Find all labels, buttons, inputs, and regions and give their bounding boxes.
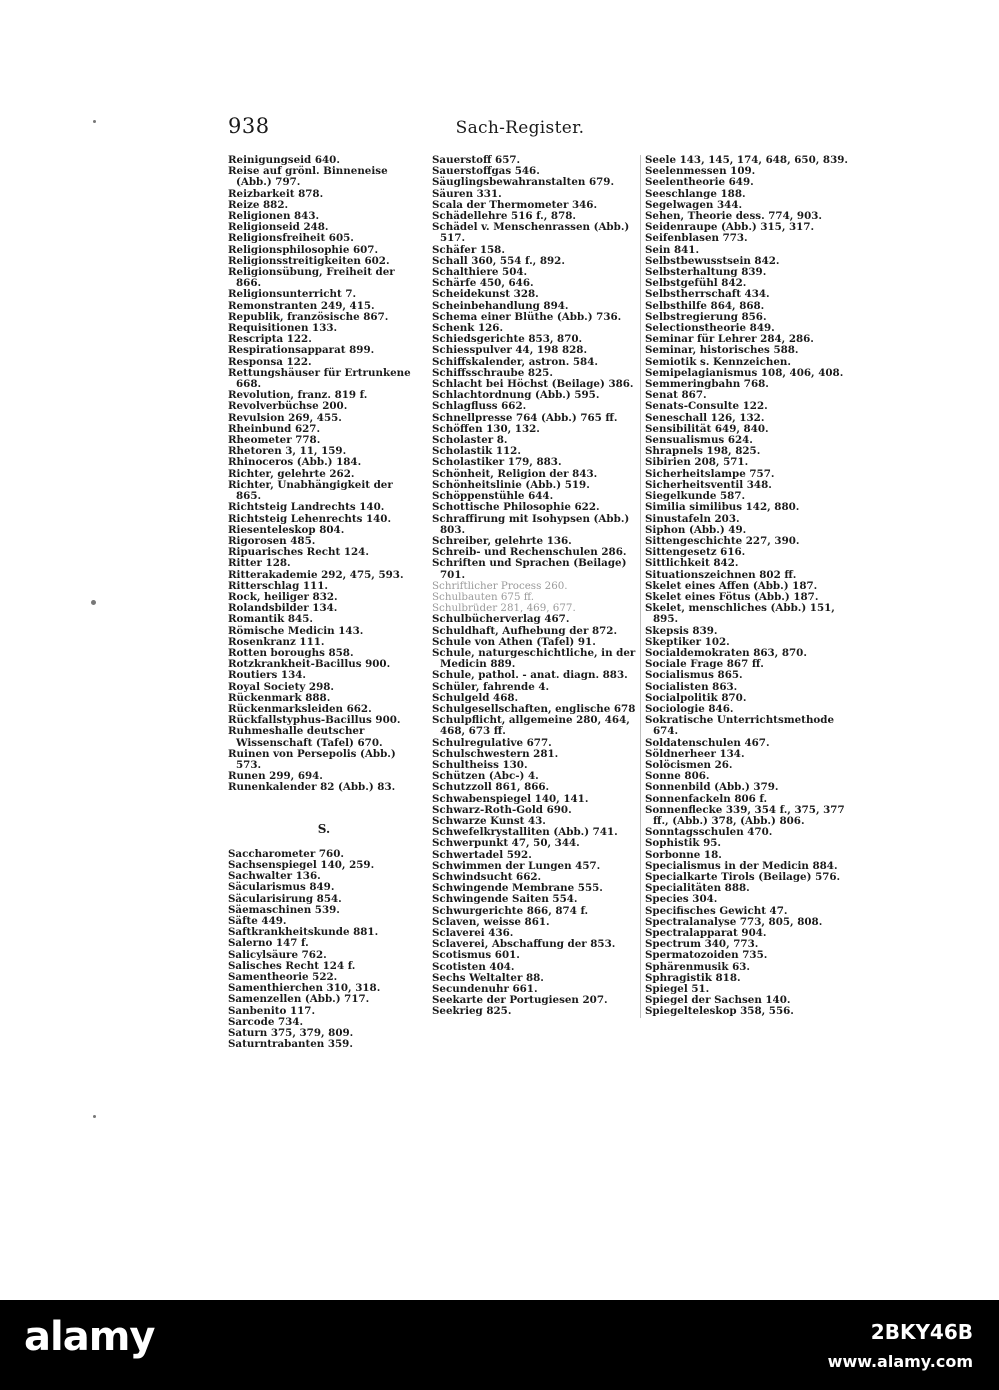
index-entry: Sclaverei, Abschaffung der 853. <box>432 938 616 951</box>
index-entry: Salicylsäure 762. <box>228 948 327 961</box>
index-entry: Samenzellen (Abb.) 717. <box>228 993 370 1006</box>
index-entry: Säemaschinen 539. <box>228 903 340 916</box>
index-entry: Schulbrüder 281, 469, 677. <box>432 602 576 615</box>
index-entry: Segelwagen 344. <box>645 198 743 211</box>
index-entry: Seekrieg 825. <box>432 1005 512 1018</box>
index-entry: Similia similibus 142, 880. <box>645 501 800 514</box>
index-entry: Royal Society 298. <box>228 680 335 693</box>
index-entry: Seele 143, 145, 174, 648, 650, 839. <box>645 154 848 166</box>
index-entry: Schiffskalender, astron. 584. <box>432 355 598 368</box>
index-entry: Schwertadel 592. <box>432 848 532 861</box>
index-entry: Religionsphilosophie 607. <box>228 243 379 256</box>
index-entry: Salerno 147 f. <box>228 937 309 950</box>
index-entry: Socialpolitik 870. <box>645 691 747 704</box>
index-entry: Richter, Unabhängigkeit der 865. <box>228 478 393 503</box>
index-entry: Schule, pathol. - anat. diagn. 883. <box>432 669 628 682</box>
index-entry: Specialkarte Tirols (Beilage) 576. <box>645 871 841 883</box>
site-url: www.alamy.com <box>827 1352 973 1371</box>
index-entry: Schönheitslinie (Abb.) 519. <box>432 478 590 491</box>
index-entry: Schulgeld 468. <box>432 691 519 704</box>
index-entry: Skelet eines Fötus (Abb.) 187. <box>645 590 819 603</box>
index-entry: Schützen (Abc-) 4. <box>432 770 539 783</box>
index-entry: Schwabenspiegel 140, 141. <box>432 792 589 805</box>
index-entry: Semipelagianismus 108, 406, 408. <box>645 366 844 379</box>
index-entry: Säfte 449. <box>228 915 287 927</box>
index-entry: Situationszeichnen 802 ff. <box>645 568 797 581</box>
index-entry: Seneschall 126, 132. <box>645 411 765 424</box>
index-entry: Schädellehre 516 f., 878. <box>432 210 577 223</box>
index-entry: Seeschlange 188. <box>645 187 746 200</box>
index-entry: Selbstregierung 856. <box>645 310 767 323</box>
index-entry: Responsa 122. <box>228 355 312 368</box>
index-entry: Schriftlicher Process 260. <box>432 579 568 592</box>
watermark-banner <box>0 1300 999 1390</box>
index-entry: Schwimmen der Lungen 457. <box>432 859 601 872</box>
index-entry: Rettungshäuser für Ertrunkene 668. <box>228 366 411 391</box>
index-entry: Sarcode 734. <box>228 1015 304 1028</box>
index-entry: Skeptiker 102. <box>645 635 730 648</box>
index-entry: Schnellpresse 764 (Abb.) 765 ff. <box>432 411 618 424</box>
index-entry: Salisches Recht 124 f. <box>228 959 356 972</box>
index-entry: Rigorosen 485. <box>228 534 316 547</box>
index-entry: Schottische Philosophie 622. <box>432 501 600 514</box>
index-entry: Schriften und Sprachen (Beilage) 701. <box>432 557 627 581</box>
index-entry: Rückenmark 888. <box>228 691 331 704</box>
index-entry: Römische Medicin 143. <box>228 624 364 637</box>
index-entry: Schall 360, 554 f., 892. <box>432 254 565 267</box>
entry-list <box>228 849 420 1051</box>
index-entry: Rotten boroughs 858. <box>228 646 354 659</box>
entry-list <box>645 155 859 1018</box>
index-entry: Schreib- und Rechenschulen 286. <box>432 546 627 559</box>
index-entry: Sensualismus 624. <box>645 434 753 447</box>
index-entry: Selbsthilfe 864, 868. <box>645 299 765 312</box>
index-entry: Socialdemokraten 863, 870. <box>645 646 807 659</box>
index-entry: Revolution, franz. 819 f. <box>228 389 368 402</box>
index-entry: Säcularisirung 854. <box>228 892 342 905</box>
index-entry: Saccharometer 760. <box>228 847 344 860</box>
index-entry: Runen 299, 694. <box>228 770 323 783</box>
index-entry: Saturntrabanten 359. <box>228 1038 353 1051</box>
index-entry: Semiotik s. Kennzeichen. <box>645 355 791 368</box>
page-title: Sach-Register. <box>455 118 585 138</box>
index-entry: Scholastik 112. <box>432 445 521 458</box>
index-entry: Spectralanalyse 773, 805, 808. <box>645 915 823 928</box>
index-entry: Runenkalender 82 (Abb.) 83. <box>228 781 396 794</box>
index-entry: Schalthiere 504. <box>432 266 528 279</box>
index-entry: Selbstgefühl 842. <box>645 277 747 290</box>
index-entry: Scholaster 8. <box>432 434 508 447</box>
index-entry: Schwingende Saiten 554. <box>432 893 578 906</box>
index-entry: Sociale Frage 867 ff. <box>645 658 764 671</box>
index-entry: Richtsteig Landrechts 140. <box>228 501 385 514</box>
index-entry: Schulpflicht, allgemeine 280, 464, 468, 673 ff. <box>432 714 630 738</box>
index-entry: Schule, naturgeschichtliche, in der Medicin 889. <box>432 646 636 671</box>
index-entry: Schwarz-Roth-Gold 690. <box>432 803 572 816</box>
index-entry: Specialitäten 888. <box>645 882 750 895</box>
index-entry: Selbstherrschaft 434. <box>645 288 770 301</box>
index-entry: Sinustafeln 203. <box>645 512 740 525</box>
index-entry: Schlachtordnung (Abb.) 595. <box>432 389 600 402</box>
scan-speck <box>91 600 96 605</box>
index-entry: Ritterschlag 111. <box>228 579 328 592</box>
index-entry: Requisitionen 133. <box>228 322 338 335</box>
index-entry: Sanbenito 117. <box>228 1004 316 1017</box>
index-entry: Sclaven, weisse 861. <box>432 915 550 928</box>
index-entry: Species 304. <box>645 893 718 906</box>
index-entry: Schwingende Membrane 555. <box>432 882 603 895</box>
index-entry: Sociologie 846. <box>645 702 734 715</box>
index-entry: Rolandsbilder 134. <box>228 602 338 615</box>
index-entry: Schultheiss 130. <box>432 758 528 771</box>
index-entry: Spectralapparat 904. <box>645 927 767 940</box>
index-entry: Rescripta 122. <box>228 333 312 346</box>
index-entry: Samentheorie 522. <box>228 971 338 984</box>
index-entry: Religionsübung, Freiheit der 866. <box>228 266 395 290</box>
index-entry: Schüler, fahrende 4. <box>432 680 550 693</box>
index-entry: Selectionstheorie 849. <box>645 322 775 335</box>
index-entry: Schärfe 450, 646. <box>432 277 534 290</box>
index-entry: Richtsteig Lehenrechts 140. <box>228 512 392 525</box>
entry-list <box>432 614 636 1017</box>
index-entry: Schwindsucht 662. <box>432 871 542 883</box>
index-entry: Richter, gelehrte 262. <box>228 467 355 480</box>
index-entry: Schraffirung mit Isohypsen (Abb.) 803. <box>432 512 630 536</box>
index-entry: Schöffen 130, 132. <box>432 422 540 435</box>
index-entry: Reizbarkeit 878. <box>228 187 324 200</box>
index-entry: Sibirien 208, 571. <box>645 456 749 469</box>
index-entry: Schulregulative 677. <box>432 736 552 749</box>
index-entry: Rock, heiliger 832. <box>228 590 338 603</box>
index-entry: Rheometer 778. <box>228 434 321 447</box>
index-entry: Sittengesetz 616. <box>645 546 746 559</box>
index-entry: Scotismus 601. <box>432 949 520 962</box>
index-entry: Schönheit, Religion der 843. <box>432 467 598 480</box>
index-entry: Schöppenstühle 644. <box>432 490 554 503</box>
index-entry: Sophistik 95. <box>645 837 721 850</box>
index-entry: Schulbauten 675 ff. <box>432 590 535 603</box>
index-entry: Scheinbehandlung 894. <box>432 299 569 312</box>
index-entry: Remonstranten 249, 415. <box>228 299 375 312</box>
index-entry: Soldatenschulen 467. <box>645 736 770 749</box>
index-entry: Selbstbewusstsein 842. <box>645 254 780 267</box>
faded-entry-list <box>432 581 636 615</box>
index-entry: Religionsunterricht 7. <box>228 288 357 301</box>
index-entry: Sicherheitslampe 757. <box>645 467 775 480</box>
index-entry: Rosenkranz 111. <box>228 635 325 648</box>
index-entry: Rückenmarksleiden 662. <box>228 702 372 715</box>
index-entry: Saftkrankheitskunde 881. <box>228 926 379 939</box>
index-entry: Rheinbund 627. <box>228 422 321 435</box>
index-entry: Spiegelteleskop 358, 556. <box>645 1005 794 1018</box>
index-entry: Rückfallstyphus-Bacillus 900. <box>228 714 401 727</box>
index-entry: Republik, französische 867. <box>228 310 389 323</box>
section-letter: S. <box>317 821 331 836</box>
index-entry: Revolverbüchse 200. <box>228 400 348 413</box>
entry-list <box>228 155 420 794</box>
index-entry: Seminar, historisches 588. <box>645 344 799 357</box>
index-entry: Skepsis 839. <box>645 624 718 637</box>
index-entry: Schuldhaft, Aufhebung der 872. <box>432 624 618 637</box>
index-entry: Sphragistik 818. <box>645 971 741 984</box>
index-entry: Ritterakademie 292, 475, 593. <box>228 568 404 581</box>
index-entry: Sensibilität 649, 840. <box>645 422 769 435</box>
index-entry: Saturn 375, 379, 809. <box>228 1027 354 1040</box>
index-entry: Seekarte der Portugiesen 207. <box>432 994 608 1007</box>
index-entry: Sonnenbild (Abb.) 379. <box>645 781 779 794</box>
index-entry: Sonne 806. <box>645 770 710 783</box>
index-entry: Ruinen von Persepolis (Abb.) 573. <box>228 747 396 771</box>
index-entry: Religionseid 248. <box>228 221 329 234</box>
index-entry: Sachsenspiegel 140, 259. <box>228 858 375 871</box>
index-entry: Religionsfreiheit 605. <box>228 232 354 245</box>
index-entry: Sauerstoffgas 546. <box>432 165 540 178</box>
index-column-3 <box>640 155 859 1018</box>
index-entry: Ripuarisches Recht 124. <box>228 546 369 559</box>
index-entry: Seminar für Lehrer 284, 286. <box>645 333 814 346</box>
index-entry: Scotisten 404. <box>432 960 515 973</box>
alamy-logo: alamy <box>24 1314 155 1360</box>
index-entry: Sachwalter 136. <box>228 870 321 883</box>
index-entry: Reize 882. <box>228 198 289 211</box>
index-entry: Sechs Weltalter 88. <box>432 971 544 984</box>
index-entry: Respirationsapparat 899. <box>228 344 375 357</box>
index-entry: Selbsterhaltung 839. <box>645 266 767 279</box>
index-entry: Sehen, Theorie dess. 774, 903. <box>645 210 822 223</box>
index-entry: Romantik 845. <box>228 613 313 626</box>
index-entry: Siegelkunde 587. <box>645 490 746 503</box>
index-entry: Sonnenflecke 339, 354 f., 375, 377 ff., (Abb.) 378, (Abb.) 806. <box>645 803 845 827</box>
index-entry: Routiers 134. <box>228 669 307 682</box>
index-entry: Schädel v. Menschenrassen (Abb.) 517. <box>432 221 630 245</box>
index-entry: Socialismus 865. <box>645 669 743 682</box>
page-number: 938 <box>228 114 270 138</box>
index-entry: Sonntagsschulen 470. <box>645 826 773 839</box>
index-entry: Sonnenfackeln 806 f. <box>645 792 768 805</box>
index-entry: Schiesspulver 44, 198 828. <box>432 344 588 357</box>
index-entry: Scala der Thermometer 346. <box>432 198 598 211</box>
index-entry: Schulschwestern 281. <box>432 747 559 760</box>
index-entry: Scholastiker 179, 883. <box>432 456 562 469</box>
index-entry: Scheidekunst 328. <box>432 288 539 301</box>
index-entry: Sein 841. <box>645 243 700 256</box>
scan-speck <box>93 1115 96 1118</box>
index-entry: Skelet eines Affen (Abb.) 187. <box>645 579 818 592</box>
index-entry: Rhinoceros (Abb.) 184. <box>228 456 362 469</box>
index-entry: Riesenteleskop 804. <box>228 523 345 536</box>
index-entry: Sittengeschichte 227, 390. <box>645 534 800 547</box>
index-entry: Schema einer Blüthe (Abb.) 736. <box>432 310 622 323</box>
index-entry: Ruhmeshalle deutscher Wissenschaft (Tafel) 670. <box>228 725 383 749</box>
entry-list <box>432 155 636 581</box>
index-entry: Semmeringbahn 768. <box>645 378 769 391</box>
index-entry: Sokratische Unterrichtsmethode 674. <box>645 714 835 738</box>
index-entry: Seelenmessen 109. <box>645 165 756 178</box>
index-entry: Schulgesellschaften, englische 678 <box>432 702 636 715</box>
index-entry: Sorbonne 18. <box>645 848 722 861</box>
index-entry: Sphärenmusik 63. <box>645 960 750 973</box>
index-entry: Siphon (Abb.) 49. <box>645 523 747 536</box>
index-entry: Schwerpunkt 47, 50, 344. <box>432 837 580 850</box>
image-id: 2BKY46B <box>870 1320 973 1344</box>
index-entry: Revulsion 269, 455. <box>228 411 342 424</box>
index-entry: Samenthierchen 310, 318. <box>228 982 381 995</box>
index-entry: Schlagfluss 662. <box>432 400 527 413</box>
index-entry: Sicherheitsventil 348. <box>645 478 772 491</box>
index-entry: Rotzkrankheit-Bacillus 900. <box>228 658 391 671</box>
index-entry: Schäfer 158. <box>432 243 505 256</box>
index-column-2 <box>432 155 636 1018</box>
index-entry: Schwurgerichte 866, 874 f. <box>432 904 589 917</box>
index-entry: Seelentheorie 649. <box>645 176 754 189</box>
index-entry: Reise auf grönl. Binneneise (Abb.) 797. <box>228 165 388 189</box>
index-entry: Schreiber, gelehrte 136. <box>432 534 572 547</box>
index-entry: Säuglingsbewahranstalten 679. <box>432 176 615 189</box>
index-entry: Säuren 331. <box>432 187 502 200</box>
index-column-1 <box>228 155 420 1050</box>
index-entry: Spiegel der Sachsen 140. <box>645 994 791 1007</box>
index-entry: Schwefelkrystalliten (Abb.) 741. <box>432 826 618 839</box>
index-entry: Schule von Athen (Tafel) 91. <box>432 635 596 648</box>
index-entry: Shrapnels 198, 825. <box>645 445 761 458</box>
index-entry: Senat 867. <box>645 389 707 402</box>
index-entry: Schwarze Kunst 43. <box>432 814 546 827</box>
index-entry: Rhetoren 3, 11, 159. <box>228 445 347 458</box>
index-entry: Skelet, menschliches (Abb.) 151, 895. <box>645 602 835 626</box>
index-entry: Sauerstoff 657. <box>432 154 521 166</box>
index-entry: Senats-Consulte 122. <box>645 400 768 413</box>
index-entry: Seidenraupe (Abb.) 315, 317. <box>645 221 815 234</box>
index-entry: Schenk 126. <box>432 322 504 335</box>
scan-speck <box>93 120 96 123</box>
index-entry: Religionen 843. <box>228 210 320 223</box>
index-entry: Seifenblasen 773. <box>645 232 748 245</box>
index-entry: Spermatozoiden 735. <box>645 949 768 962</box>
index-entry: Socialisten 863. <box>645 680 738 693</box>
index-entry: Säcularismus 849. <box>228 881 335 894</box>
index-entry: Specialismus in der Medicin 884. <box>645 859 838 872</box>
index-entry: Specifisches Gewicht 47. <box>645 904 788 917</box>
index-entry: Reinigungseid 640. <box>228 154 340 166</box>
index-entry: Schiedsgerichte 853, 870. <box>432 333 583 346</box>
index-entry: Schlacht bei Höchst (Beilage) 386. <box>432 378 634 391</box>
index-entry: Spiegel 51. <box>645 983 710 996</box>
index-entry: Schutzzoll 861, 866. <box>432 781 550 794</box>
index-entry: Secundenuhr 661. <box>432 983 538 996</box>
index-entry: Schiffsschraube 825. <box>432 366 553 379</box>
index-entry: Schulbücherverlag 467. <box>432 613 570 626</box>
index-entry: Solöcismen 26. <box>645 758 733 771</box>
index-entry: Ritter 128. <box>228 557 291 570</box>
index-entry: Sittlichkeit 842. <box>645 557 739 570</box>
index-entry: Religionsstreitigkeiten 602. <box>228 254 390 267</box>
index-entry: Söldnerheer 134. <box>645 747 745 760</box>
index-entry: Sclaverei 436. <box>432 927 514 940</box>
index-entry: Spectrum 340, 773. <box>645 938 759 951</box>
